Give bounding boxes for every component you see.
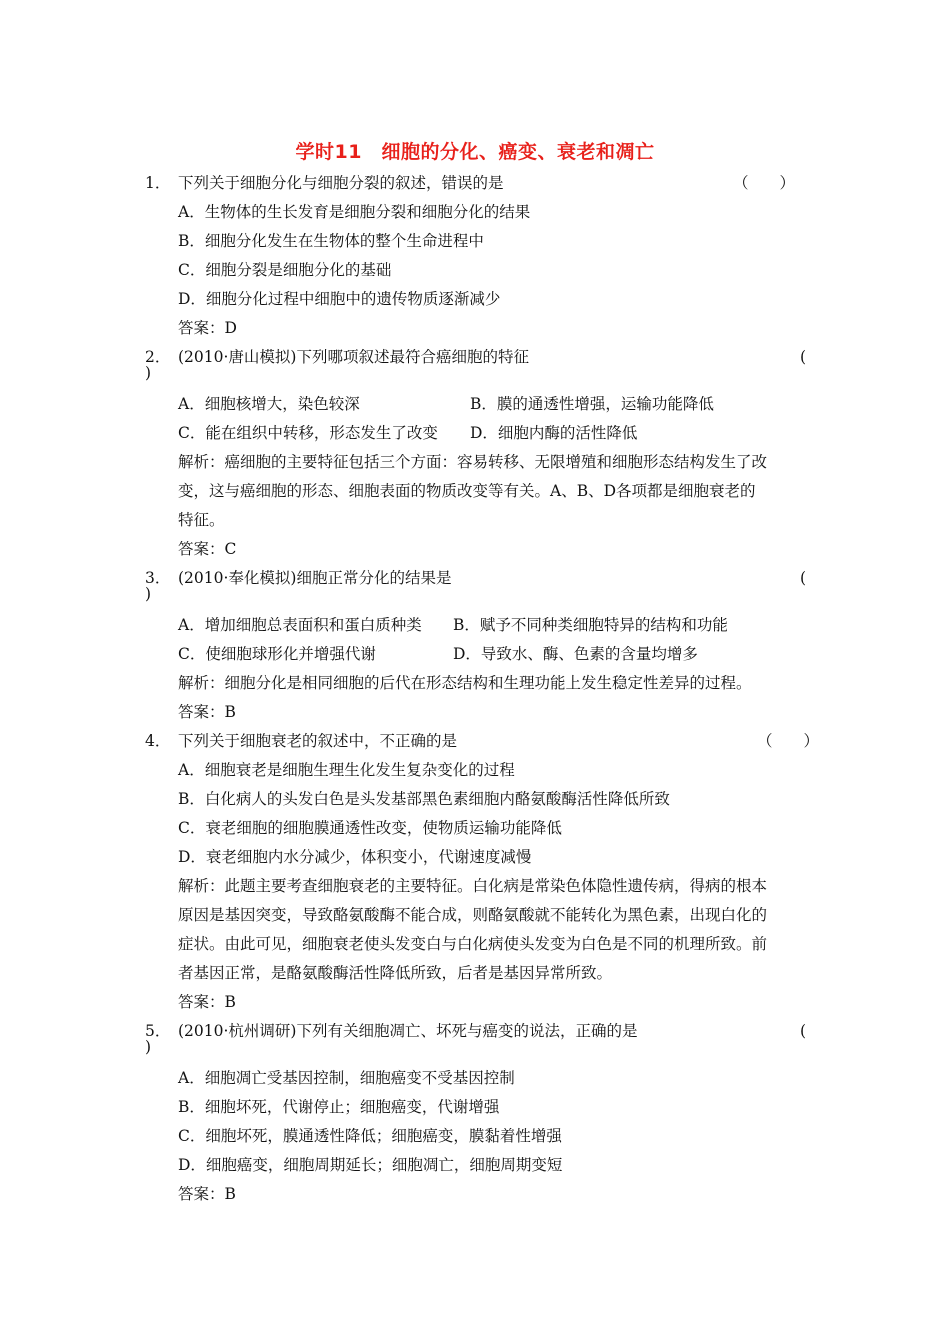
q2-answer: 答案：C	[178, 540, 237, 558]
q4-answer: 答案：B	[178, 993, 236, 1011]
q4-option-c: C．衰老细胞的细胞膜通透性改变，使物质运输功能降低	[178, 819, 562, 837]
q5-paren-close: )	[145, 1038, 152, 1056]
q2-option-c: C．能在组织中转移，形态发生了改变	[178, 424, 438, 442]
q5-option-a: A．细胞凋亡受基因控制，细胞癌变不受基因控制	[178, 1069, 515, 1087]
q3-number: 3．	[145, 569, 171, 587]
q3-analysis-line-1: 解析：细胞分化是相同细胞的后代在形态结构和生理功能上发生稳定性差异的过程。	[178, 674, 752, 692]
q1-option-c: C．细胞分裂是细胞分化的基础	[178, 261, 392, 279]
q2-analysis-line-3: 特征。	[178, 511, 225, 529]
q3-stem: (2010·奉化模拟)细胞正常分化的结果是	[178, 569, 452, 587]
q2-option-b: B．膜的通透性增强，运输功能降低	[470, 395, 714, 413]
q3-paren-close: )	[145, 585, 152, 603]
q2-option-a: A．细胞核增大，染色较深	[178, 395, 360, 413]
q1-answer-blank: （ ）	[733, 174, 796, 192]
q1-stem: 下列关于细胞分化与细胞分裂的叙述，错误的是	[178, 174, 504, 192]
q4-analysis-line-3: 症状。由此可见，细胞衰老使头发变白与白化病使头发变为白色是不同的机理所致。前	[178, 935, 768, 953]
q2-option-d: D．细胞内酶的活性降低	[470, 424, 638, 442]
q4-number: 4．	[145, 732, 171, 750]
q3-option-d: D．导致水、酶、色素的含量均增多	[453, 645, 698, 663]
q1-answer: 答案：D	[178, 319, 237, 337]
q1-option-a: A．生物体的生长发育是细胞分裂和细胞分化的结果	[178, 203, 531, 221]
q1-option-d: D．细胞分化过程中细胞中的遗传物质逐渐减少	[178, 290, 501, 308]
q3-option-b: B．赋予不同种类细胞特异的结构和功能	[453, 616, 728, 634]
q2-analysis-line-2: 变，这与癌细胞的形态、细胞表面的物质改变等有关。A、B、D各项都是细胞衰老的	[178, 482, 756, 500]
page-title: 学时11 细胞的分化、癌变、衰老和凋亡	[295, 141, 655, 163]
q2-stem: (2010·唐山模拟)下列哪项叙述最符合癌细胞的特征	[178, 348, 529, 366]
q4-analysis-line-1: 解析：此题主要考查细胞衰老的主要特征。白化病是常染色体隐性遗传病，得病的根本	[178, 877, 768, 895]
q4-answer-blank: （ ）	[757, 732, 820, 750]
q4-option-b: B．白化病人的头发白色是头发基部黑色素细胞内酪氨酸酶活性降低所致	[178, 790, 670, 808]
q2-paren-close: )	[145, 364, 152, 382]
q4-option-d: D．衰老细胞内水分减少，体积变小，代谢速度减慢	[178, 848, 532, 866]
q3-answer: 答案：B	[178, 703, 236, 721]
q5-answer: 答案：B	[178, 1185, 236, 1203]
q5-option-d: D．细胞癌变，细胞周期延长；细胞凋亡，细胞周期变短	[178, 1156, 563, 1174]
q5-option-b: B．细胞坏死，代谢停止；细胞癌变，代谢增强	[178, 1098, 500, 1116]
q3-option-c: C．使细胞球形化并增强代谢	[178, 645, 376, 663]
q2-number: 2．	[145, 348, 171, 366]
q4-stem: 下列关于细胞衰老的叙述中，不正确的是	[178, 732, 458, 750]
q4-analysis-line-4: 者基因正常，是酪氨酸酶活性降低所致，后者是基因异常所致。	[178, 964, 613, 982]
q3-option-a: A．增加细胞总表面积和蛋白质种类	[178, 616, 422, 634]
q5-paren-open: (	[800, 1022, 807, 1040]
q2-analysis-line-1: 解析：癌细胞的主要特征包括三个方面：容易转移、无限增殖和细胞形态结构发生了改	[178, 453, 768, 471]
q4-option-a: A．细胞衰老是细胞生理生化发生复杂变化的过程	[178, 761, 515, 779]
q1-number: 1．	[145, 174, 171, 192]
q4-analysis-line-2: 原因是基因突变，导致酪氨酸酶不能合成，则酪氨酸就不能转化为黑色素，出现白化的	[178, 906, 768, 924]
q5-option-c: C．细胞坏死，膜通透性降低；细胞癌变，膜黏着性增强	[178, 1127, 562, 1145]
q5-number: 5．	[145, 1022, 171, 1040]
q1-option-b: B．细胞分化发生在生物体的整个生命进程中	[178, 232, 484, 250]
q2-paren-open: (	[800, 348, 807, 366]
q3-paren-open: (	[800, 569, 807, 587]
q5-stem: (2010·杭州调研)下列有关细胞凋亡、坏死与癌变的说法，正确的是	[178, 1022, 638, 1040]
